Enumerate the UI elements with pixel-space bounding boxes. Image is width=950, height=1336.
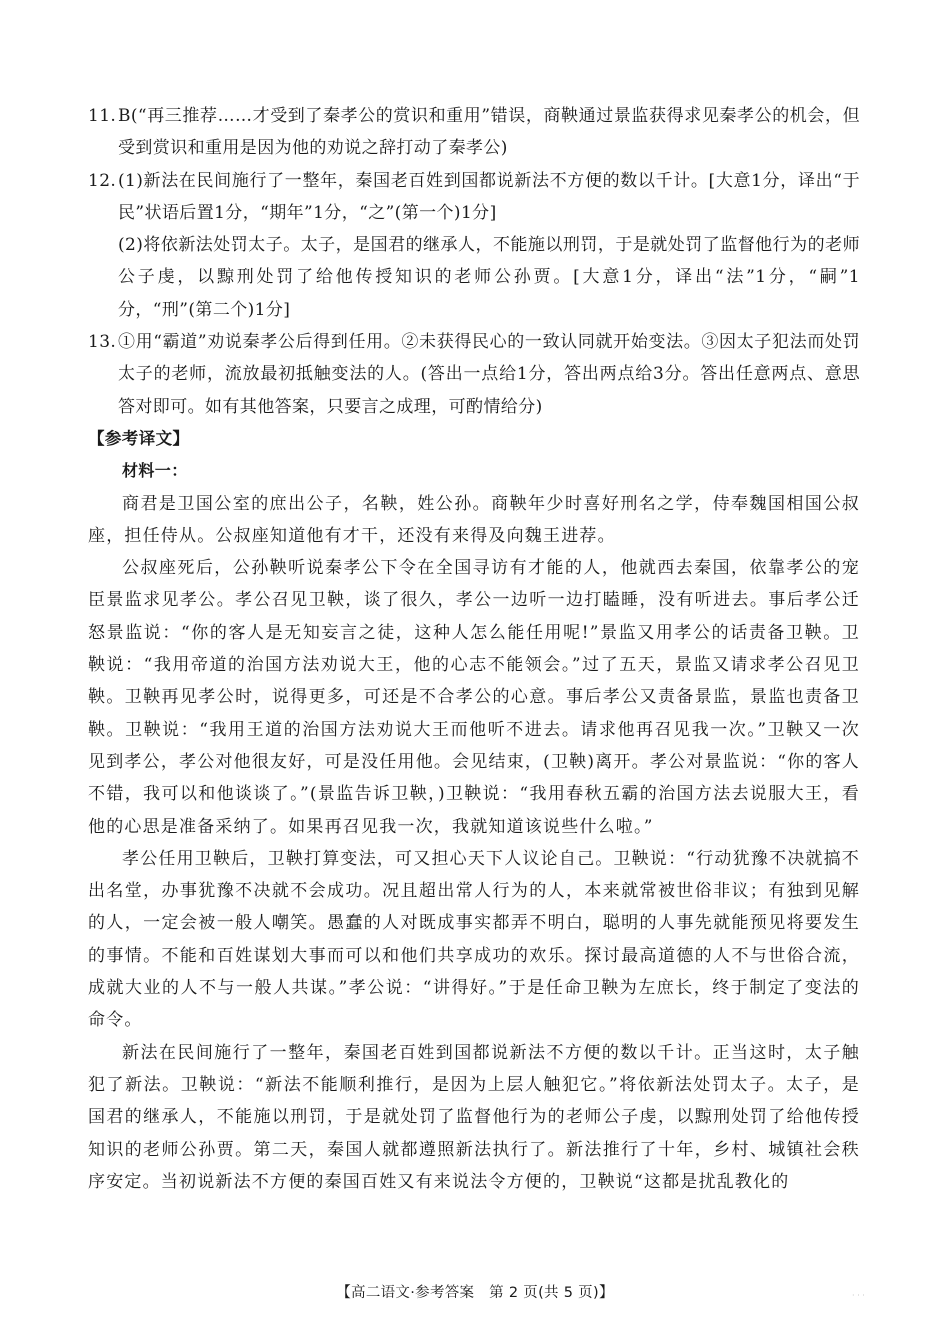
page-content xyxy=(88,100,860,1198)
translation-heading: 【参考译文】 xyxy=(88,428,190,448)
answer-number: 11. xyxy=(88,106,117,126)
answer-item-12 xyxy=(88,165,860,230)
page-footer: 【高二语文·参考答案 第 2 页(共 5 页)】 xyxy=(336,1285,614,1301)
answer-text: B(“再三推荐……才受到了秦孝公的赏识和重用”错误，商鞅通过景监获得求见秦孝公的机会，但受到赏识和重用是因为他的劝说之辞打动了秦孝公) xyxy=(118,106,860,159)
answer-item-11 xyxy=(88,100,860,165)
translation-paragraph: 公叔座死后，公孙鞅听说秦孝公下令在全国寻访有才能的人，他就西去秦国，依靠孝公的宠臣景监求见孝公。孝公召见卫鞅，谈了很久，孝公一边听一边打瞌睡，没有听进去。事后孝公迁怒景监说：“你的客人是无知妄言之徒，这种人怎么能任用呢!”景监又用孝公的话责备卫鞅。卫鞅说：“我用帝道的治国方法劝说大王，他的心志不能领会。”过了五天，景监又请求孝公召见卫鞅。卫鞅再见孝公时，说得更多，可还是不合孝公的心意。事后孝公又责备景监，景监也责备卫鞅。卫鞅说：“我用王道的治国方法劝说大王而他听不进去。请求他再召见我一次。”卫鞅又一次见到孝公，孝公对他很友好，可是没任用他。会见结束，(卫鞅)离开。孝公对景监说：“你的客人不错，我可以和他谈谈了。”(景监告诉卫鞅，)卫鞅说：“我用春秋五霸的治国方法去说服大王，看他的心思是准备采纳了。如果再召见我一次，我就知道该说些什么啦。” xyxy=(88,558,860,837)
answer-number: 12. xyxy=(88,170,117,191)
translation-paragraph: 商君是卫国公室的庶出公子，名鞅，姓公孙。商鞅年少时喜好刑名之学，侍奉魏国相国公叔座，担任侍从。公叔座知道他有才干，还没有来得及向魏王进荐。 xyxy=(88,493,860,546)
material-one-title: 材料一： xyxy=(122,461,188,481)
answer-text: (1)新法在民间施行了一整年，秦国老百姓到国都说新法不方便的数以千计。[大意1分，译出“于民”状语后置1分，“期年”1分，“之”(第一个)1分] xyxy=(118,170,860,223)
translation-paragraph: 孝公任用卫鞅后，卫鞅打算变法，可又担心天下人议论自己。卫鞅说：“行动犹豫不决就搞不出名堂，办事犹豫不决就不会成功。况且超出常人行为的人，本来就常被世俗非议；有独到见解的人，一定会被一般人嘲笑。愚蠢的人对既成事实都弄不明白，聪明的人事先就能预见将要发生的事情。不能和百姓谋划大事而可以和他们共享成功的欢乐。探讨最高道德的人不与世俗合流，成就大业的人不与一般人共谋。”孝公说：“讲得好。”于是任命卫鞅为左庶长，终于制定了变法的命令。 xyxy=(88,848,860,1031)
answer-12-part-2: (2)将依新法处罚太子。太子，是国君的继承人，不能施以刑罚，于是就处罚了监督他行为的老师公子虔，以黥刑处罚了给他传授知识的老师公孙贾。[大意1分，译出“法”1分，“嗣”1分，“刑”(第二个)1分] xyxy=(118,235,860,320)
answer-number: 13. xyxy=(88,332,117,353)
answer-text: ①用“霸道”劝说秦孝公后得到任用。②未获得民心的一致认同就开始变法。③因太子犯法而处罚太子的老师，流放最初抵触变法的人。(答出一点给1分，答出两点给3分。答出任意两点、意思答对即可。如有其他答案，只要言之成理，可酌情给分) xyxy=(118,332,860,417)
translation-paragraph: 新法在民间施行了一整年，秦国老百姓到国都说新法不方便的数以千计。正当这时，太子触犯了新法。卫鞅说：“新法不能顺利推行，是因为上层人触犯它。”将依新法处罚太子。太子，是国君的继承人，不能施以刑罚，于是就处罚了监督他行为的老师公子虔，以黥刑处罚了给他传授知识的老师公孙贾。第二天，秦国人就都遵照新法执行了。新法推行了十年，乡村、城镇社会秩序安定。当初说新法不方便的秦国百姓又有来说法令方便的，卫鞅说“这都是扰乱教化的 xyxy=(88,1042,860,1192)
answer-item-13 xyxy=(88,326,860,423)
corner-mark: · · · xyxy=(852,1291,865,1300)
